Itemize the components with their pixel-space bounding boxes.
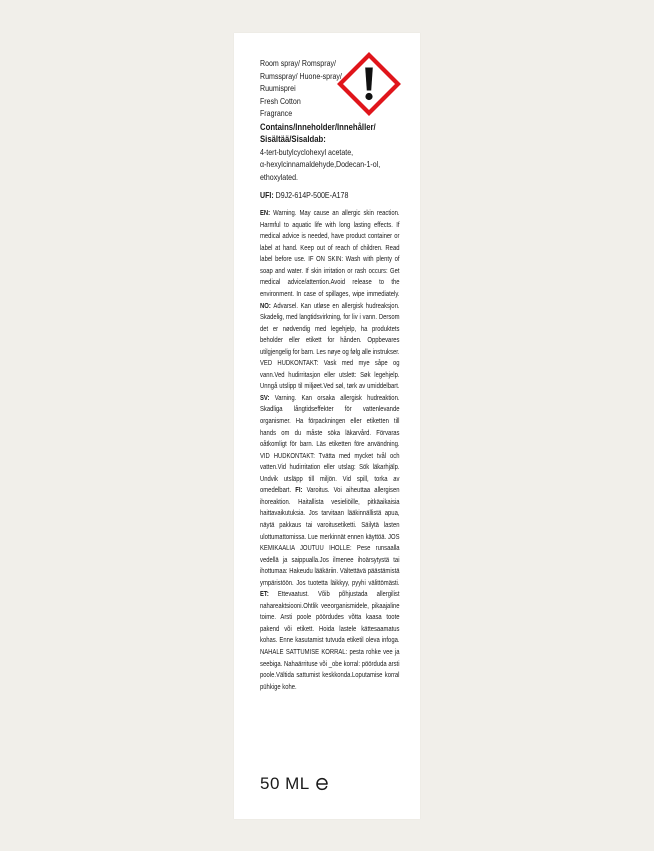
warning-text-fi: Varoitus. Voi aiheuttaa allergisen ihoreaktion. Haitallista vesieliöille, pitkäaikaisia haittavaikutuksia. Jos tarvitaan lääkinnällistä apua, näytä pakkaus tai varoitusetiketti. Säilytä lasten ulottumattomissa. Lue merkinnät ennen käyttöä. JOS KEMIKAALIA JOUTUU IHOLLE: Pese runsaalla vedellä ja saippualla.Jos ilmenee ihoärsytystä tai ihottumaa: Hakeudu lääkäriin. Vältettävä päästämistä ympäristöön. Jos tuotetta läikkyy, pyyhi välittömästi. bbox=[260, 485, 400, 587]
lang-label-en: EN: bbox=[260, 208, 274, 218]
product-line: Room spray/ Romspray/ bbox=[260, 58, 336, 68]
label-text-block bbox=[260, 57, 399, 692]
warning-text-sv: Varning. Kan orsaka allergisk hudreaktion. Skadliga långtidseffekter för vattenlevande organismer. Ha förpackningen eller etiketten till hands om du måste söka läkarvård. Förvaras oåtkomligt för barn. Läs etiketten före användning. VID HUDKONTAKT: Tvätta med mycket tvål och vatten.Vid hudirritation eller utslag: Sök läkarhjälp. Undvik utsläpp till miljön. Vid spill, torka av omedelbart. bbox=[260, 392, 400, 495]
lang-label-no: NO: bbox=[260, 300, 274, 310]
warning-text-et: Ettevaatust. Võib põhjustada allergilist nahareaktsiooni.Ohtlik veeorganismidele, pikaajaline toime. Arsti poole pöördudes võtta kaasa toote pakend või etikett. Hoida lastele kättesaamatus kohas. Enne kasutamist tutvuda etiketil oleva infoga. NAHALE SATTUMISE KORRAL: pesta rohke vee ja seebiga. Nahaärrituse või _obe korral: pöörduda arsti poole.Vältida sattumist keskkonda.Loputamise korral pühkige kohe. bbox=[260, 589, 400, 691]
volume-text: 50 ML bbox=[260, 774, 310, 793]
product-label bbox=[234, 33, 420, 819]
product-name bbox=[260, 57, 350, 120]
contains-heading bbox=[260, 121, 399, 146]
contains-heading-line: Sisältää/Sisaldab: bbox=[260, 134, 326, 145]
hazard-statements bbox=[260, 207, 400, 692]
ufi-value: D9J2-614P-500E-A178 bbox=[275, 190, 349, 201]
warning-text-en: Warning. May cause an allergic skin reaction. Harmful to aquatic life with long lasting effects. If medical advice is needed, have product container or label at hand. Keep out of reach of children. Read label before use. IF ON SKIN: Wash with plenty of soap and water. If skin irritation or rash occurs: Get medical advice/attention.Avoid release to the environment. In case of spillages, wipe immediately. bbox=[260, 208, 400, 299]
ingredients-list bbox=[260, 146, 399, 183]
lang-label-fi: FI: bbox=[295, 485, 307, 495]
warning-text-no: Advarsel. Kan utløse en allergisk hudreaksjon. Skadelig, med langtidsvirkning, for liv i vann. Dersom det er nødvendig med legehjelp, ha produktets beholder eller etikett for hånden. Oppbevares utilgjengelig for barn. Les nøye og følg alle instrukser. VED HUDKONTAKT: Vask med mye såpe og vann.Ved hudirritasjon eller utslett: Søk legehjelp. Unngå utslipp til miljøet.Ved søl, tørk av umiddelbart. bbox=[260, 300, 400, 391]
estimated-sign-icon bbox=[315, 776, 329, 792]
ingredient-line: ethoxylated. bbox=[260, 171, 298, 182]
product-line: Fragrance bbox=[260, 108, 293, 119]
product-line: Fresh Cotton bbox=[260, 95, 301, 106]
contains-heading-line: Contains/Inneholder/Innehåller/ bbox=[260, 121, 376, 132]
volume-marking bbox=[260, 774, 329, 794]
ufi-code bbox=[260, 189, 399, 201]
lang-label-sv: SV: bbox=[260, 392, 275, 402]
ingredient-line: α-hexylcinnamaldehyde,Dodecan-1-ol, bbox=[260, 159, 381, 170]
lang-label-et: ET: bbox=[260, 589, 278, 599]
ufi-label: UFI: bbox=[260, 190, 274, 201]
ingredient-line: 4-tert-butylcyclohexyl acetate, bbox=[260, 146, 354, 157]
product-line: Ruumisprei bbox=[260, 83, 296, 94]
product-line: Rumsspray/ Huone-spray/ bbox=[260, 70, 342, 81]
